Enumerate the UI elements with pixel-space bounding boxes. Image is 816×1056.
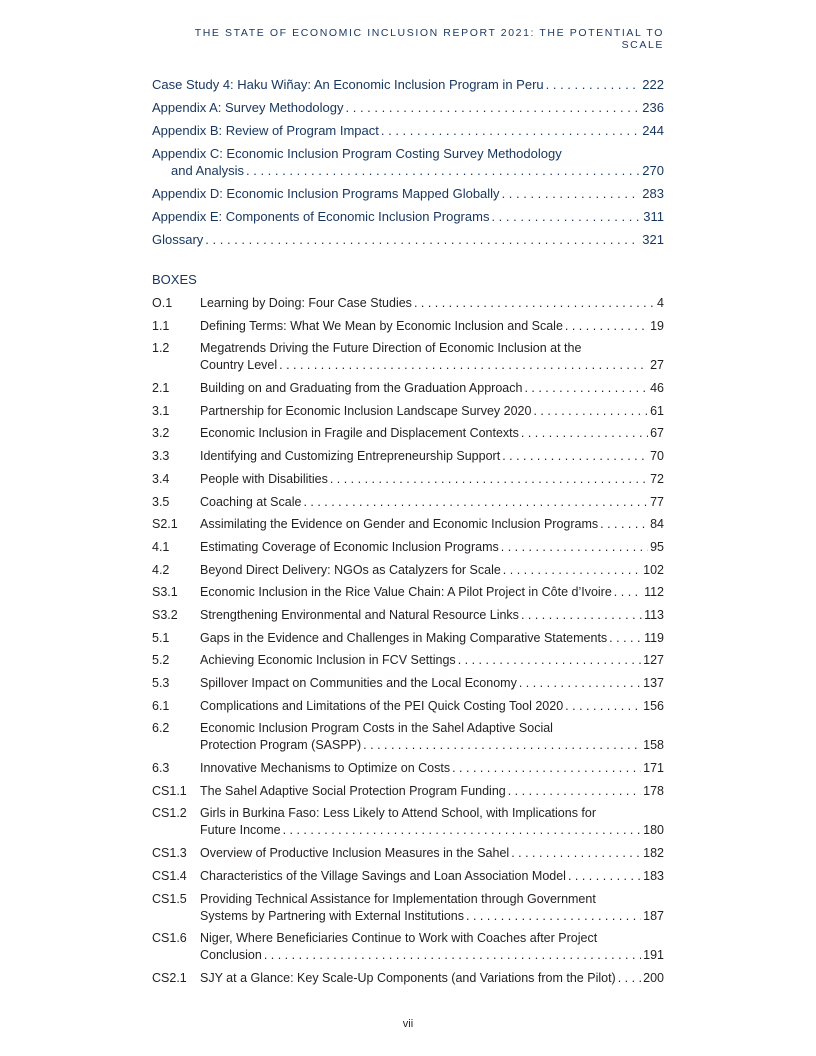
toc-entry[interactable] bbox=[152, 231, 664, 248]
toc-entry[interactable] bbox=[152, 145, 664, 179]
dot-leader bbox=[363, 737, 641, 754]
box-number: CS1.5 bbox=[152, 891, 187, 906]
box-number: 1.2 bbox=[152, 341, 170, 356]
dot-leader bbox=[546, 76, 641, 93]
box-number: S2.1 bbox=[152, 517, 178, 532]
box-page: 178 bbox=[643, 783, 664, 798]
box-entry[interactable] bbox=[152, 970, 664, 987]
box-number: 1.1 bbox=[152, 318, 170, 333]
box-number: 4.2 bbox=[152, 562, 170, 577]
box-entry[interactable] bbox=[152, 539, 664, 556]
box-page: 4 bbox=[657, 296, 664, 310]
dot-leader bbox=[330, 471, 648, 488]
boxes-heading: BOXES bbox=[152, 272, 197, 287]
box-title: Protection Program (SASPP) bbox=[200, 738, 362, 753]
box-entry[interactable] bbox=[152, 607, 664, 624]
box-number: 3.4 bbox=[152, 471, 170, 486]
box-title: Complications and Limitations of the PEI Quick Costing Tool 2020 bbox=[200, 698, 564, 713]
box-page: 171 bbox=[643, 761, 664, 776]
box-page: 19 bbox=[650, 318, 664, 333]
box-title: Conclusion bbox=[200, 948, 262, 963]
toc-entry-title: Appendix E: Components of Economic Inclusion Programs bbox=[152, 209, 490, 224]
box-number: 5.3 bbox=[152, 676, 170, 690]
box-number: CS1.6 bbox=[152, 931, 187, 946]
toc-entry[interactable] bbox=[152, 76, 664, 93]
box-title: Partnership for Economic Inclusion Landscape Survey 2020 bbox=[200, 403, 532, 418]
toc-entry-page: 222 bbox=[642, 77, 664, 92]
box-page: 191 bbox=[643, 948, 664, 963]
box-entry[interactable] bbox=[152, 295, 664, 312]
box-entry[interactable] bbox=[152, 805, 664, 839]
box-entry[interactable] bbox=[152, 783, 664, 800]
box-entry[interactable] bbox=[152, 340, 664, 374]
box-page: 67 bbox=[650, 426, 664, 441]
box-entry[interactable] bbox=[152, 675, 664, 692]
dot-leader bbox=[600, 516, 648, 533]
dot-leader bbox=[533, 403, 648, 420]
box-number: CS1.4 bbox=[152, 868, 187, 883]
toc-entry-title: Appendix A: Survey Methodology bbox=[152, 100, 344, 115]
box-entry[interactable] bbox=[152, 760, 664, 777]
box-title-line1: Economic Inclusion Program Costs in the Sahel Adaptive Social bbox=[200, 721, 553, 736]
box-title: Characteristics of the Village Savings and Loan Association Model bbox=[200, 868, 566, 883]
box-number: 5.2 bbox=[152, 653, 170, 668]
dot-leader bbox=[519, 675, 641, 692]
box-title: Defining Terms: What We Mean by Economic Inclusion and Scale bbox=[200, 318, 563, 333]
dot-leader bbox=[565, 698, 641, 715]
box-page: 61 bbox=[650, 403, 664, 418]
box-number: CS1.1 bbox=[152, 783, 187, 798]
boxes-list bbox=[152, 295, 664, 993]
box-page: 200 bbox=[643, 970, 664, 985]
page-number: vii bbox=[402, 1018, 414, 1030]
box-page: 27 bbox=[650, 358, 664, 373]
box-entry[interactable] bbox=[152, 425, 664, 442]
box-page: 84 bbox=[650, 517, 664, 532]
box-page: 158 bbox=[643, 738, 664, 753]
box-number: 3.5 bbox=[152, 494, 170, 509]
box-title-line1: Girls in Burkina Faso: Less Likely to Attend School, with Implications for bbox=[200, 806, 597, 821]
box-title: Overview of Productive Inclusion Measures in the Sahel bbox=[200, 846, 510, 861]
dot-leader bbox=[502, 185, 641, 202]
toc-entry-title: and Analysis bbox=[171, 163, 244, 178]
dot-leader bbox=[491, 208, 641, 225]
box-entry[interactable] bbox=[152, 845, 664, 862]
dot-leader bbox=[501, 539, 648, 556]
box-title: Building on and Graduating from the Graduation Approach bbox=[200, 381, 523, 396]
box-title: Identifying and Customizing Entrepreneurship Support bbox=[200, 449, 501, 464]
box-number: S3.1 bbox=[152, 585, 178, 600]
dot-leader bbox=[503, 562, 641, 579]
appendix-list bbox=[152, 76, 664, 254]
toc-entry[interactable] bbox=[152, 185, 664, 202]
box-entry[interactable] bbox=[152, 448, 664, 465]
box-number: 4.1 bbox=[152, 539, 170, 554]
box-entry[interactable] bbox=[152, 720, 664, 754]
box-number: O.1 bbox=[152, 296, 173, 310]
box-page: 112 bbox=[644, 585, 664, 600]
dot-leader bbox=[414, 295, 655, 312]
dot-leader bbox=[568, 868, 641, 885]
box-page: 95 bbox=[650, 539, 664, 554]
box-page: 127 bbox=[643, 653, 664, 668]
box-number: 5.1 bbox=[152, 630, 170, 645]
box-number: S3.2 bbox=[152, 607, 178, 622]
box-page: 46 bbox=[650, 381, 664, 396]
dot-leader bbox=[524, 380, 648, 397]
toc-entry-page: 236 bbox=[642, 100, 664, 115]
dot-leader bbox=[458, 652, 641, 669]
toc-entry-page: 283 bbox=[642, 186, 664, 201]
box-title: Future Income bbox=[200, 823, 281, 838]
box-title: Assimilating the Evidence on Gender and Economic Inclusion Programs bbox=[200, 517, 599, 532]
dot-leader bbox=[346, 99, 641, 116]
box-title: Economic Inclusion in Fragile and Displacement Contexts bbox=[200, 426, 519, 441]
dot-leader bbox=[264, 947, 641, 964]
box-title-line1: Megatrends Driving the Future Direction of Economic Inclusion at the bbox=[200, 341, 582, 356]
box-title: Beyond Direct Delivery: NGOs as Catalyzers for Scale bbox=[200, 562, 501, 577]
box-page: 70 bbox=[650, 449, 664, 464]
dot-leader bbox=[246, 162, 640, 179]
box-entry[interactable] bbox=[152, 471, 664, 488]
dot-leader bbox=[381, 122, 640, 139]
box-page: 113 bbox=[644, 607, 664, 622]
box-entry[interactable] bbox=[152, 318, 664, 335]
dot-leader bbox=[508, 783, 641, 800]
box-entry[interactable] bbox=[152, 630, 664, 647]
dot-leader bbox=[452, 760, 641, 777]
box-entry[interactable] bbox=[152, 930, 664, 964]
box-number: CS1.2 bbox=[152, 806, 187, 821]
toc-entry-title: Glossary bbox=[152, 232, 204, 247]
box-number: 6.3 bbox=[152, 761, 170, 776]
box-title-line1: Providing Technical Assistance for Implementation through Government bbox=[200, 891, 596, 906]
toc-entry-page: 244 bbox=[642, 123, 664, 138]
dot-leader bbox=[618, 970, 641, 987]
box-page: 182 bbox=[643, 846, 664, 861]
dot-leader bbox=[565, 318, 648, 335]
dot-leader bbox=[303, 494, 648, 511]
dot-leader bbox=[205, 231, 640, 248]
box-page: 137 bbox=[643, 676, 664, 690]
toc-entry-title: Appendix B: Review of Program Impact bbox=[152, 123, 379, 138]
toc-entry-page: 311 bbox=[643, 209, 664, 224]
toc-entry[interactable] bbox=[152, 99, 664, 116]
box-entry[interactable] bbox=[152, 584, 664, 601]
box-title: Innovative Mechanisms to Optimize on Costs bbox=[200, 761, 451, 776]
toc-entry-page: 321 bbox=[642, 232, 664, 247]
box-number: 3.3 bbox=[152, 449, 170, 464]
box-title: People with Disabilities bbox=[200, 471, 328, 486]
box-number: 6.2 bbox=[152, 721, 170, 736]
box-title: Economic Inclusion in the Rice Value Chain: A Pilot Project in Côte d’Ivoire bbox=[200, 585, 612, 600]
box-entry[interactable] bbox=[152, 891, 664, 925]
box-number: 2.1 bbox=[152, 381, 170, 396]
dot-leader bbox=[466, 908, 641, 925]
box-page: 72 bbox=[650, 471, 664, 486]
box-title: Gaps in the Evidence and Challenges in Making Comparative Statements bbox=[200, 630, 608, 645]
box-number: 3.2 bbox=[152, 426, 170, 441]
box-title: Achieving Economic Inclusion in FCV Settings bbox=[200, 653, 456, 668]
box-title: Systems by Partnering with External Institutions bbox=[200, 908, 465, 923]
box-title: Estimating Coverage of Economic Inclusion Programs bbox=[200, 539, 499, 554]
dot-leader bbox=[609, 630, 642, 647]
box-entry[interactable] bbox=[152, 403, 664, 420]
box-title: Learning by Doing: Four Case Studies bbox=[200, 296, 412, 310]
box-entry[interactable] bbox=[152, 516, 664, 533]
box-number: CS2.1 bbox=[152, 970, 187, 985]
toc-entry-title: Case Study 4: Haku Wiñay: An Economic Inclusion Program in Peru bbox=[152, 77, 544, 92]
box-entry[interactable] bbox=[152, 494, 664, 511]
box-page: 119 bbox=[644, 630, 664, 645]
box-page: 102 bbox=[643, 562, 664, 577]
toc-entry-title: Appendix D: Economic Inclusion Programs Mapped Globally bbox=[152, 186, 500, 201]
dot-leader bbox=[279, 357, 648, 374]
box-page: 183 bbox=[643, 868, 664, 883]
box-title: Spillover Impact on Communities and the Local Economy bbox=[200, 676, 517, 690]
box-entry[interactable] bbox=[152, 868, 664, 885]
dot-leader bbox=[521, 425, 648, 442]
box-page: 77 bbox=[650, 494, 664, 509]
box-number: 3.1 bbox=[152, 403, 170, 418]
box-title: SJY at a Glance: Key Scale-Up Components (and Variations from the Pilot) bbox=[200, 970, 616, 985]
box-title-line1: Niger, Where Beneficiaries Continue to Work with Coaches after Project bbox=[200, 931, 598, 946]
dot-leader bbox=[283, 822, 642, 839]
dot-leader bbox=[502, 448, 648, 465]
box-entry[interactable] bbox=[152, 698, 664, 715]
box-page: 187 bbox=[643, 908, 664, 923]
dot-leader bbox=[614, 584, 642, 601]
box-title: Strengthening Environmental and Natural Resource Links bbox=[200, 607, 519, 622]
toc-entry-page: 270 bbox=[642, 163, 664, 178]
toc-entry[interactable] bbox=[152, 122, 664, 139]
toc-entry-title-line1: Appendix C: Economic Inclusion Program Costing Survey Methodology bbox=[152, 146, 562, 161]
box-number: 6.1 bbox=[152, 698, 170, 713]
box-title: The Sahel Adaptive Social Protection Program Funding bbox=[200, 783, 506, 798]
box-entry[interactable] bbox=[152, 380, 664, 397]
box-title: Country Level bbox=[200, 358, 278, 373]
running-head: THE STATE OF ECONOMIC INCLUSION REPORT 2021: THE POTENTIAL TO SCALE bbox=[194, 27, 664, 51]
dot-leader bbox=[521, 607, 642, 624]
box-number: CS1.3 bbox=[152, 846, 187, 861]
box-page: 180 bbox=[643, 823, 664, 838]
box-page: 156 bbox=[643, 698, 664, 713]
box-entry[interactable] bbox=[152, 562, 664, 579]
toc-entry[interactable] bbox=[152, 208, 664, 225]
box-title: Coaching at Scale bbox=[200, 494, 302, 509]
box-entry[interactable] bbox=[152, 652, 664, 669]
dot-leader bbox=[511, 845, 641, 862]
